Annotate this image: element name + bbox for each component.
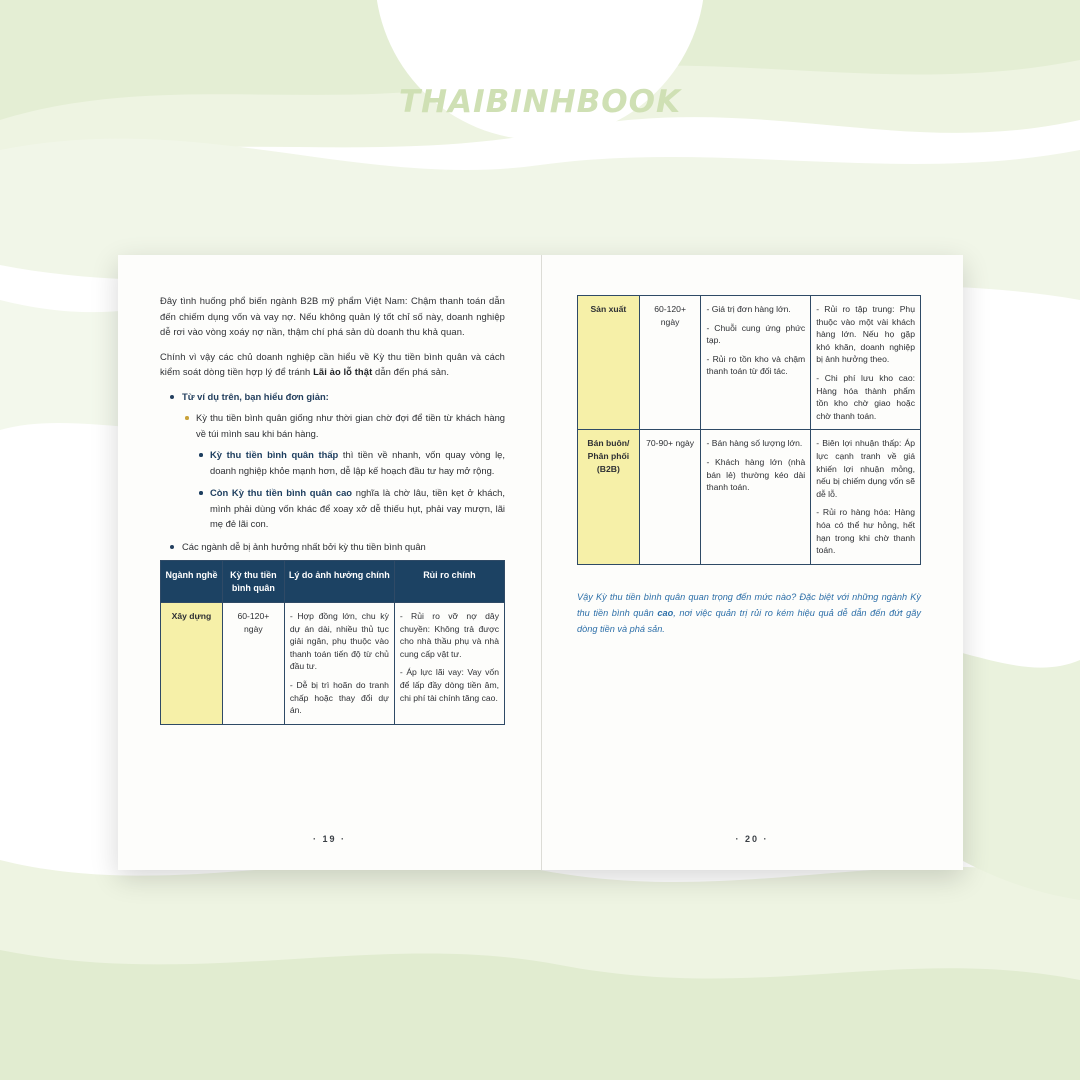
bullet-item-high-rest: nghĩa là chờ lâu, tiền kẹt ở khách, mình phải dùng vốn khác để xoay xở dễ thiếu hụt, phải vay mượn, lãi mẹ đẻ lãi con. [210,487,505,529]
risk-item: - Chi phí lưu kho cao: Hàng hóa thành phẩm tồn kho chờ giao hoặc chờ thanh toán. [816,372,915,421]
brand-logo-text: THAIBINHBOOK [398,84,682,120]
bullet-item-low-bold: Kỳ thu tiền bình quân thấp [210,449,339,460]
paragraph-1: Đây tình huống phổ biến ngành B2B mỹ phẩm Việt Nam: Chậm thanh toán dẫn đến chiếm dụng vốn và vay nợ. Nếu không quản lý tốt chỉ số này, doanh nghiệp dễ rơi vào vòng xoáy nợ nần, thậm chí phá sản dù doanh thu khả quan. [160,295,505,337]
risk-item: - Rủi ro tập trung: Phụ thuộc vào một vài khách hàng lớn. Nếu họ gặp khó khăn, doanh nghiệp bị ảnh hưởng theo. [816,304,915,365]
bullet-main: Từ ví dụ trên, bạn hiểu đơn giản: [170,389,505,405]
closing-note-emphasis: cao [657,607,674,618]
table-header-row [161,561,505,603]
page-number-right: · 20 · [735,834,769,844]
cell-risks [811,430,921,564]
reason-item: - Chuỗi cung ứng phức tạp. [706,322,806,346]
risk-item: - Rủi ro hàng hóa: Hàng hóa có thể hư hỏng, hết hạn trong khi chờ thanh toán. [816,507,915,556]
cell-dso: 60-120+ ngày [222,603,284,725]
table-row [578,296,921,430]
page-number-left: · 19 · [312,834,346,844]
closing-note-part1: Vậy Kỳ thu tiền bình quân quan trọng đến mức nào? Đặc biệt với những ngành Kỳ thu tiền bình quân [577,591,921,618]
bullet-item-low-rest: thì tiền về nhanh, vốn quay vòng lẹ, doanh nghiệp khỏe mạnh hơn, dễ lập kế hoạch đầu tư hay mở rộng. [210,449,505,476]
book-spread [118,255,963,870]
bullet-item-high [198,485,505,532]
cell-reasons [284,603,394,725]
cell-reasons [701,296,811,430]
cell-industry-name: Xây dựng [161,603,223,725]
bullet-list [160,389,505,555]
cell-industry-name: Sản xuất [578,296,640,430]
cell-risks [394,603,504,725]
bullet-item-low [198,447,505,478]
industry-table-left [160,560,505,725]
reason-item: - Khách hàng lớn (nhà bán lẻ) thường kéo dài thanh toán. [706,456,806,493]
table-row [578,430,921,564]
closing-note [577,589,921,637]
bullet-table-intro: Các ngành dễ bị ảnh hưởng nhất bởi kỳ thu tiền bình quân [170,539,505,555]
paragraph-2-part1: Chính vì vậy các chủ doanh nghiệp cần hiểu về Kỳ thu tiền bình quân và cách kiểm soát dòng tiền hợp lý để tránh [160,350,505,377]
cell-dso: 70-90+ ngày [639,430,701,564]
risk-item: - Áp lực lãi vay: Vay vốn để lấp đầy dòng tiền âm, chi phí tài chính tăng cao. [399,667,499,703]
brand-badge [375,0,705,140]
risk-item: - Biên lợi nhuận thấp: Áp lực cạnh tranh về giá khiến lợi nhuận mỏng, nếu bị chiếm dụng vốn sẽ dễ lỗ. [816,438,915,499]
reason-item: - Giá trị đơn hàng lớn. [706,304,791,314]
industry-table-right [577,295,921,565]
reason-item: - Rủi ro tồn kho và chậm thanh toán từ đối tác. [706,353,806,377]
th-industry: Ngành nghề [161,561,223,603]
paragraph-2 [160,349,505,380]
reason-item: - Dễ bị trì hoãn do tranh chấp hoặc thay đổi dự án. [289,679,389,716]
cell-reasons [701,430,811,564]
cell-dso: 60-120+ ngày [639,296,701,430]
bullet-item-high-bold: Còn Kỳ thu tiền bình quân cao [210,487,353,498]
cell-risks [811,296,921,430]
cell-industry-name: Bán buôn/ Phân phối (B2B) [578,430,640,564]
bullet-sub: Kỳ thu tiền bình quân giống như thời gian chờ đợi để tiền từ khách hàng về túi mình sau khi bán hàng. [184,410,505,441]
page-left [118,255,541,870]
reason-item: - Bán hàng số lượng lớn. [706,438,803,449]
th-risk: Rủi ro chính [394,561,504,603]
reason-item: - Hợp đồng lớn, chu kỳ dự án dài, nhiều thủ tục giải ngân, phụ thuộc vào thanh toán tiến độ từ chủ đầu tư. [289,611,389,672]
closing-note-part2: , nơi việc quản trị rủi ro kém hiệu quả dễ dẫn đến đứt gãy dòng tiền và phá sản. [577,607,921,634]
th-reason: Lý do ảnh hưởng chính [284,561,394,603]
table-row [161,603,505,725]
risk-item: - Rủi ro vỡ nợ dây chuyền: Không trả được cho nhà thầu phụ và nhà cung cấp vật tư. [399,611,499,659]
paragraph-2-emphasis: Lãi ảo lỗ thật [313,366,373,377]
th-dso: Kỳ thu tiền bình quân [222,561,284,603]
page-right [541,255,963,870]
paragraph-2-part2: dẫn đến phá sản. [372,366,450,377]
